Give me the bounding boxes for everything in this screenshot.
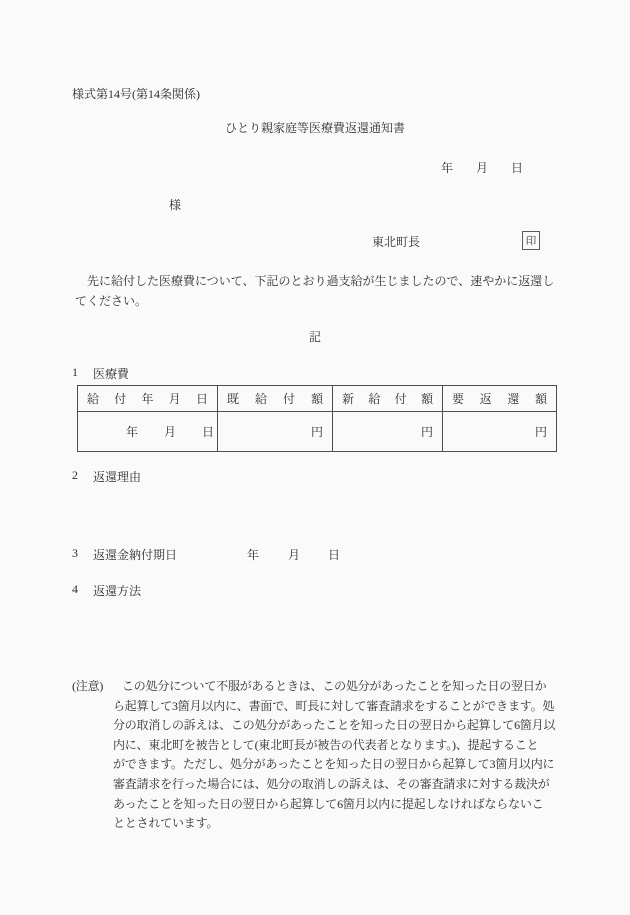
section-label: 医療費 bbox=[93, 367, 130, 381]
note-block bbox=[72, 677, 561, 834]
section-label: 返還方法 bbox=[93, 584, 142, 598]
note-line: 審査請求を行った場合には、処分の取消しの訴えは、その審査請求に対する裁決が bbox=[113, 776, 550, 791]
issue-date-day-label: 日 bbox=[511, 161, 524, 175]
note-line: ら起算して3箇月以内に、書面で、町長に対して審査請求をすることができます。処 bbox=[113, 698, 555, 713]
yen-unit-label: 円 bbox=[310, 425, 323, 439]
medical-fee-table bbox=[77, 385, 557, 452]
yen-unit-label: 円 bbox=[534, 425, 547, 439]
note-line: 分の取消しの訴えは、この処分があったことを知った日の翌日から起算して6箇月以 bbox=[113, 718, 556, 733]
payment-date-month-label: 月 bbox=[163, 425, 176, 439]
cell-paid-amount bbox=[218, 412, 333, 452]
addressee-suffix: 様 bbox=[169, 198, 182, 212]
note-line: (注意) この処分について不服があるときは、この処分があったことを知った日の翌日か bbox=[72, 677, 561, 697]
body-paragraph bbox=[75, 271, 559, 311]
seal-label: 印 bbox=[525, 236, 537, 247]
due-date-year-label: 年 bbox=[247, 548, 260, 562]
note-line: 内に、東北町を被告として(東北町長が被告の代表者となります。)、提起すること bbox=[113, 737, 539, 752]
section-number: 1 bbox=[72, 365, 78, 379]
seal-box bbox=[522, 231, 540, 250]
cell-refund-amount bbox=[443, 412, 557, 452]
issue-date-month-label: 月 bbox=[476, 161, 489, 175]
body-line: てください。 bbox=[75, 294, 148, 308]
table-header-payment-date: 給付年月日 bbox=[78, 386, 218, 412]
section-4-refund-method bbox=[72, 582, 141, 599]
section-1-medical-fee bbox=[72, 365, 129, 382]
note-label: (注意) bbox=[72, 679, 104, 693]
table-row bbox=[78, 412, 557, 452]
section-number: 2 bbox=[72, 468, 78, 482]
cell-payment-date bbox=[78, 412, 218, 452]
table-header-paid-amount: 既給付額 bbox=[218, 386, 333, 412]
payment-date-day-label: 日 bbox=[201, 425, 214, 439]
note-line: ができます。ただし、処分があったことを知った日の翌日から起算して3箇月以内に bbox=[113, 757, 555, 772]
section-2-refund-reason bbox=[72, 468, 141, 485]
record-marker: 記 bbox=[308, 330, 321, 344]
table-header-refund-amount: 要返還額 bbox=[443, 386, 557, 412]
table-header-new-amount: 新給付額 bbox=[333, 386, 443, 412]
payment-date-year-label: 年 bbox=[125, 425, 138, 439]
due-date-month-label: 月 bbox=[288, 548, 301, 562]
document-title: ひとり親家庭等医療費返還通知書 bbox=[224, 121, 405, 135]
body-line: 先に給付した医療費について、下記のとおり過支給が生じましたので、速やかに返還し bbox=[87, 274, 555, 288]
section-number: 3 bbox=[72, 546, 78, 560]
note-line: あったことを知った日の翌日から起算して6箇月以内に提起しなければならないこ bbox=[113, 796, 544, 811]
form-number: 様式第14号(第14条関係) bbox=[72, 87, 200, 101]
issue-date-line bbox=[441, 159, 523, 176]
section-label: 返還金納付期日 bbox=[93, 548, 178, 562]
section-3-refund-due-date bbox=[72, 546, 340, 563]
cell-new-amount bbox=[333, 412, 443, 452]
section-label: 返還理由 bbox=[93, 470, 142, 484]
issuer-title: 東北町長 bbox=[372, 235, 421, 249]
issue-date-year-label: 年 bbox=[441, 161, 454, 175]
due-date-day-label: 日 bbox=[328, 548, 341, 562]
section-number: 4 bbox=[72, 582, 78, 596]
yen-unit-label: 円 bbox=[420, 425, 433, 439]
note-line: ととされています。 bbox=[113, 816, 219, 831]
